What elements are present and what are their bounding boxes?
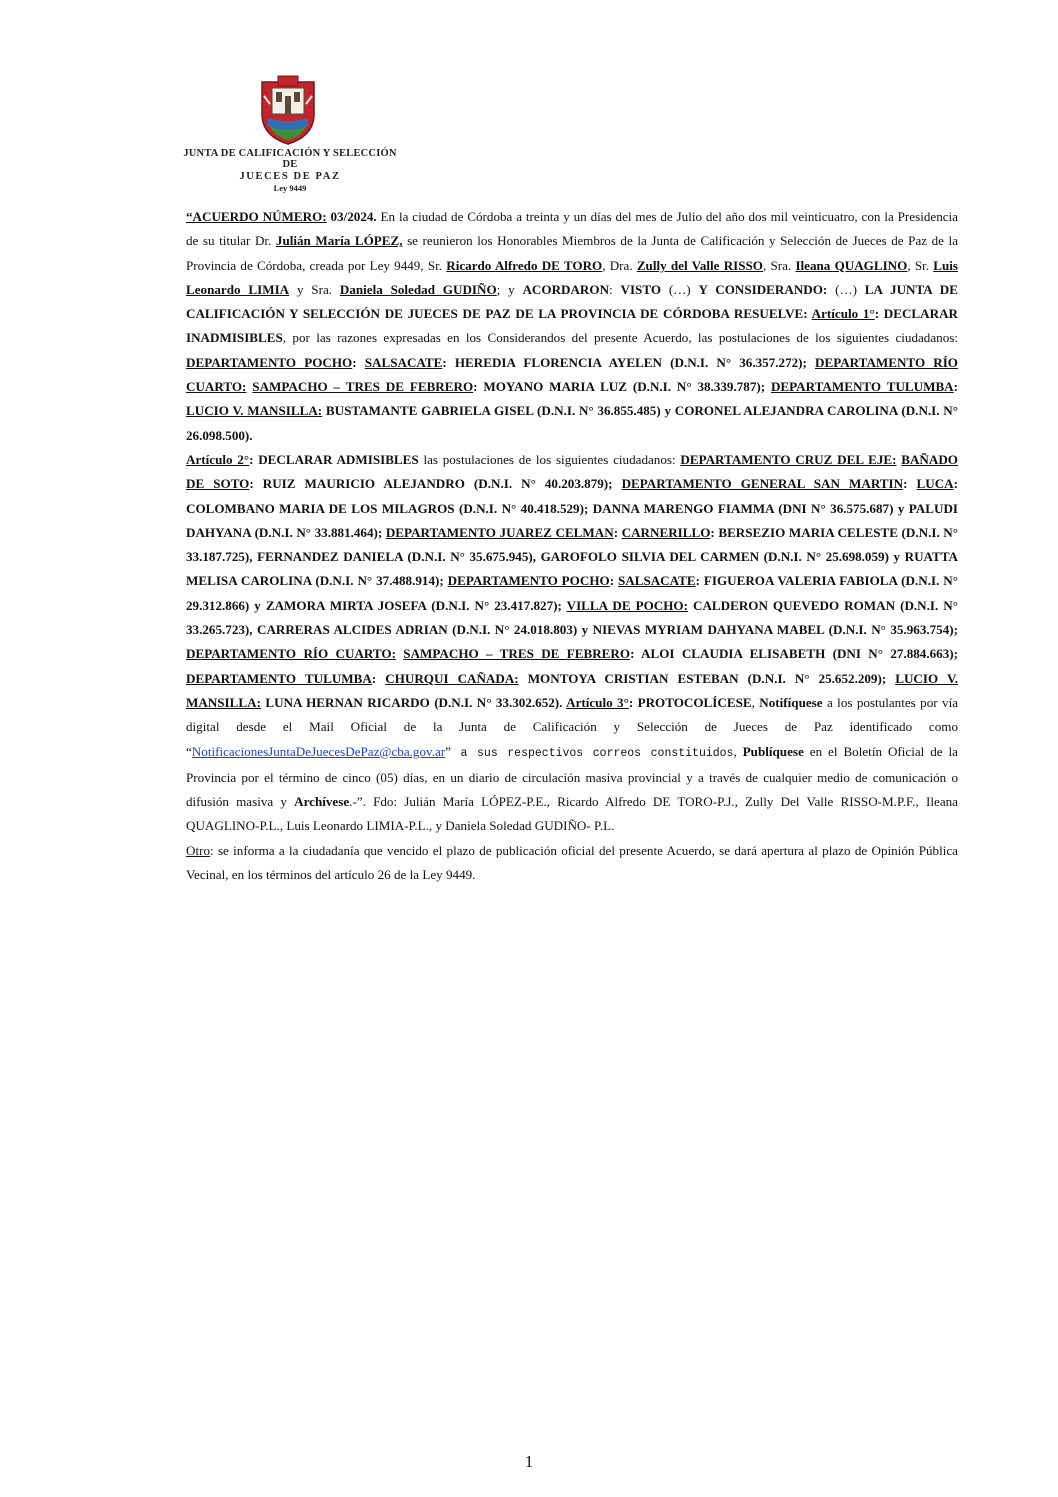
- org-name-line2: JUECES DE PAZ: [239, 171, 341, 182]
- paragraph-articulo-2-3: Artículo 2°: DECLARAR ADMISIBLES las postulaciones de los siguientes ciudadanos: DEPARTAMENTO CRUZ DEL EJE: BAÑADO DE SOTO: RUIZ MAURICIO ALEJANDRO (D.N.I. N° 40.203.879); DEPARTAMENTO GENERAL SAN MARTIN: LUCA: COLOMBANO MARIA DE LOS MILAGROS (D.N.I. N° 40.418.529); DANNA MARENGO FIAMMA (DNI N° 36.575.687) y PALUDI DAHYANA (D.N.I. N° 33.881.464); DEPARTAMENTO JUAREZ CELMAN: CARNERILLO: BERSEZIO MARIA CELESTE (D.N.I. N° 33.187.725), FERNANDEZ DANIELA (D.N.I. N° 35.675.945), GAROFOLO SILVIA DEL CARMEN (D.N.I. N° 25.698.059) y RUATTA MELISA CAROLINA (D.N.I. N° 37.488.914); DEPARTAMENTO POCHO: SALSACATE: FIGUEROA VALERIA FABIOLA (D.N.I. N° 29.312.866) y ZAMORA MIRTA JOSEFA (D.N.I. N° 23.417.827); VILLA DE POCHO: CALDERON QUEVEDO ROMAN (D.N.I. N° 33.265.723), CARRERAS ALCIDES ADRIAN (D.N.I. N° 24.018.803) y NIEVAS MYRIAM DAHYANA MABEL (D.N.I. N° 35.963.754); DEPARTAMENTO RÍO CUARTO: SAMPACHO – TRES DE FEBRERO: ALOI CLAUDIA ELISABETH (DNI N° 27.884.663); DEPARTAMENTO TULUMBA: CHURQUI CAÑADA: MONTOYA CRISTIAN ESTEBAN (D.N.I. N° 25.652.209); LUCIO V. MANSILLA: LUNA HERNAN RICARDO (D.N.I. N° 33.302.652). Artículo 3°: PROTOCOLÍCESE, Notifíquese a los postulantes por vía digital desde el Mail Oficial de la Junta de Calificación y Selección de Jueces de Paz identificado como “NotificacionesJuntaDeJuecesDePaz@cba.gov.ar” a sus respectivos correos constituidos, Publíquese en el Boletín Oficial de la Provincia por el término de cinco (05) días, en un diario de circulación masiva provincial y a través de cualquier medio de comunicación o difusión masiva y Archívese.-”. Fdo: Julián María LÓPEZ-P.E., Ricardo Alfredo DE TORO-P.J., Zully Del Valle RISSO-M.P.F., Ileana QUAGLINO-P.L., Luis Leonardo LIMIA-P.L., y Daniela Soledad GUDIÑO- P.L.: [186, 451, 959, 834]
- paragraph-articulo-1: “ACUERDO NÚMERO: 03/2024. En la ciudad de Córdoba a treinta y un días del mes de Julio del año dos mil veinticuatro, con la Presidencia de su titular Dr. Julián María LÓPEZ, se reunieron los Honorables Miembros de la Junta de Calificación y Selección de Jueces de Paz de la Provincia de Córdoba, creada por Ley 9449, Sr. Ricardo Alfredo DE TORO, Dra. Zully del Valle RISSO, Sra. Ileana QUAGLINO, Sr. Luis Leonardo LIMIA y Sra. Daniela Soledad GUDIÑO; y ACORDARON: VISTO (…) Y CONSIDERANDO: (…) LA JUNTA DE CALIFICACIÓN Y SELECCIÓN DE JUECES DE PAZ DE LA PROVINCIA DE CÓRDOBA RESUELVE: Artículo 1°: DECLARAR INADMISIBLES, por las razones expresadas en los Considerandos del presente Acuerdo, las postulaciones de los siguientes ciudadanos: DEPARTAMENTO POCHO: SALSACATE: HEREDIA FLORENCIA AYELEN (D.N.I. N° 36.357.272); DEPARTAMENTO RÍO CUARTO: SAMPACHO – TRES DE FEBRERO: MOYANO MARIA LUZ (D.N.I. N° 38.339.787); DEPARTAMENTO TULUMBA: LUCIO V. MANSILLA: BUSTAMANTE GABRIELA GISEL (D.N.I. N° 36.855.485) y CORONEL ALEJANDRA CAROLINA (D.N.I. N° 26.098.500).: [186, 209, 959, 443]
- cordoba-coat-of-arms-icon: [256, 74, 320, 146]
- org-law: Ley 9449: [273, 183, 307, 193]
- org-name-line1: JUNTA DE CALIFICACIÓN Y SELECCIÓN DE: [183, 148, 397, 170]
- org-header: [180, 148, 400, 193]
- document-body: [186, 205, 958, 887]
- paragraph-otro: Otro: se informa a la ciudadanía que vencido el plazo de publicación oficial del presente Acuerdo, se dará apertura al plazo de Opinión Pública Vecinal, en los términos del artículo 26 de la Ley 9449.: [186, 842, 958, 883]
- notification-email-link[interactable]: NotificacionesJuntaDeJuecesDePaz@cba.gov.ar: [191, 743, 446, 759]
- page-number: 1: [524, 1452, 534, 1471]
